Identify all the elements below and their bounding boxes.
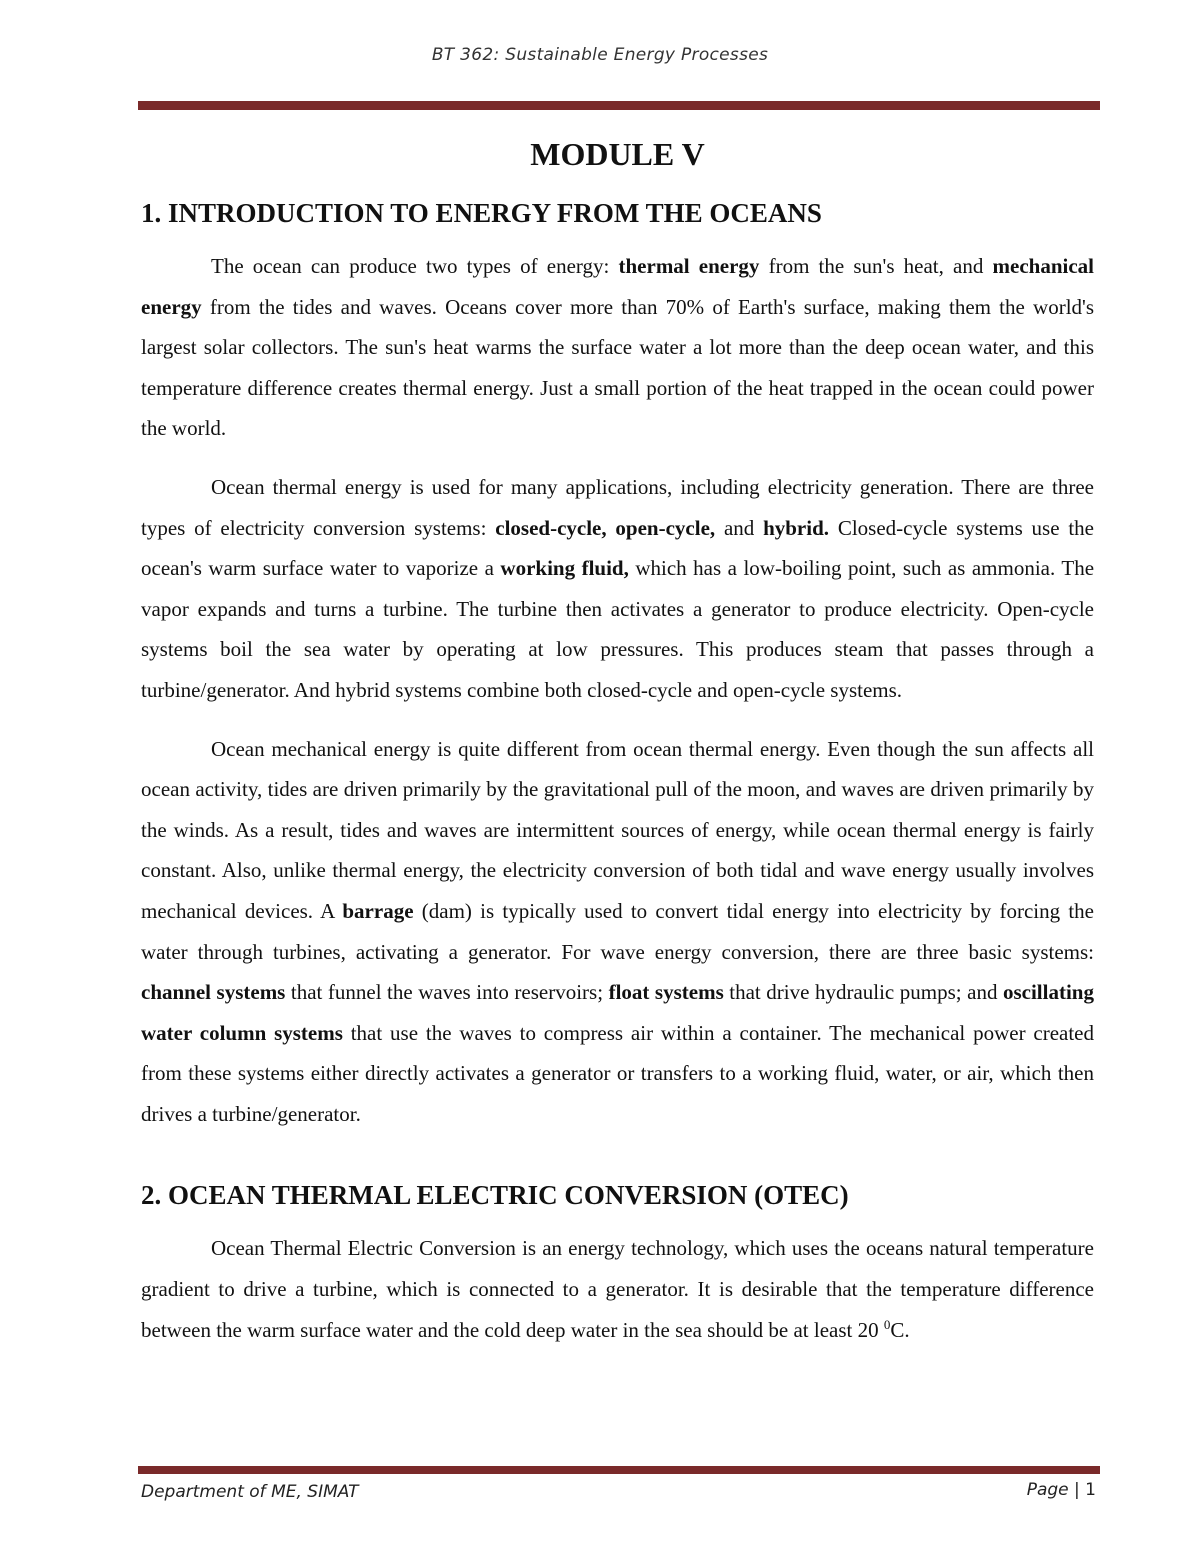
p4-text-a: Ocean Thermal Electric Conversion is an energy technology, which uses the oceans natural temperature gradient to drive a turbine, which is connected to a generator. It is desirable that the temperature difference between the warm surface water and the cold deep water in the sea should be at least 20 xyxy=(141,1236,1094,1342)
p2-bold-working-fluid: working fluid, xyxy=(500,556,629,581)
p2-bold-hybrid: hybrid. xyxy=(763,515,830,540)
paragraph-thermal-conversion xyxy=(141,467,1094,711)
p3-bold-float-systems: float systems xyxy=(608,980,724,1005)
p1-bold-mechanical-energy: mechanical energy xyxy=(141,254,1094,319)
degree-superscript: 0 xyxy=(883,1316,891,1332)
section-heading-2: 2. OCEAN THERMAL ELECTRIC CONVERSION (OTEC) xyxy=(141,1180,849,1211)
p3-text-f: that use the waves to compress air within a container. The mechanical power created from these systems either directly activates a generator or transfers to a working fluid, water, or air, which then drives a turbine/generator. xyxy=(141,1020,1094,1126)
p2-text-a: Ocean thermal energy is used for many applications, including electricity generation. There are three types of electricity conversion systems: xyxy=(141,474,1094,540)
footer-page-number: 1 xyxy=(1085,1480,1096,1500)
footer-page-label: Page xyxy=(1026,1480,1069,1500)
p3-text-e: that drive hydraulic pumps; and xyxy=(723,980,1003,1005)
section-heading-1: 1. INTRODUCTION TO ENERGY FROM THE OCEANS xyxy=(141,198,822,228)
p3-bold-owc-systems: oscillating water column systems xyxy=(141,980,1094,1045)
paragraph-ocean-energy-types xyxy=(141,246,1094,449)
p1-text-d: from the tides and waves. Oceans cover more than 70% of Earth's surface, making them the world's largest solar collectors. The sun's heat warms the surface water a lot more than the deep ocean water, and this temperature difference creates thermal energy. Just a small portion of the heat trapped in the ocean could power the world. xyxy=(141,294,1094,441)
p3-text-c: (dam) is typically used to convert tidal energy into electricity by forcing the water through turbines, activating a generator. For wave energy conversion, there are three basic systems: xyxy=(141,898,1094,964)
p4-text-b: C. xyxy=(890,1317,910,1342)
p2-text-c: and xyxy=(715,515,764,540)
p3-text-a: Ocean mechanical energy is quite different from ocean thermal energy. Even though the sun affects all ocean activity, tides are driven primarily by the gravitational pull of the moon, and waves are driven primarily by the winds. As a result, tides and waves are intermittent sources of energy, while ocean thermal energy is fairly constant. Also, unlike thermal energy, the electricity conversion of both tidal and wave energy usually involves mechanical devices. A xyxy=(141,736,1094,923)
page-header: BT 362: Sustainable Energy Processes xyxy=(431,45,769,65)
page-body xyxy=(141,132,1094,1350)
p2-text-d: Closed-cycle systems use the ocean's warm surface water to vaporize a xyxy=(141,515,1094,581)
paragraph-mechanical-energy xyxy=(141,729,1094,1135)
p2-text-e: which has a low-boiling point, such as ammonia. The vapor expands and turns a turbine. The turbine then activates a generator to produce electricity. Open-cycle systems boil the sea water by operating at low pressures. This produces steam that passes through a turbine/generator. And hybrid systems combine both closed-cycle and open-cycle systems. xyxy=(141,556,1095,702)
header-rule xyxy=(138,101,1100,110)
p1-bold-thermal-energy: thermal energy xyxy=(618,254,760,278)
p2-bold-open-cycle: open-cycle, xyxy=(615,515,716,540)
footer-department: Department of ME, SIMAT xyxy=(141,1482,359,1502)
p3-text-d: that funnel the waves into reservoirs; xyxy=(285,980,609,1005)
p1-text-c: from the sun's heat, and xyxy=(759,254,993,278)
paragraph-otec xyxy=(141,1228,1094,1350)
footer-rule xyxy=(138,1466,1100,1474)
p2-bold-closed-cycle: closed-cycle, xyxy=(495,515,607,540)
p3-bold-barrage: barrage xyxy=(342,898,414,923)
module-title: MODULE V xyxy=(530,136,705,172)
footer-page: Page | 1 xyxy=(1026,1480,1096,1500)
p1-text-a: The ocean can produce two types of energy: xyxy=(211,254,619,278)
p3-bold-channel-systems: channel systems xyxy=(141,980,286,1005)
